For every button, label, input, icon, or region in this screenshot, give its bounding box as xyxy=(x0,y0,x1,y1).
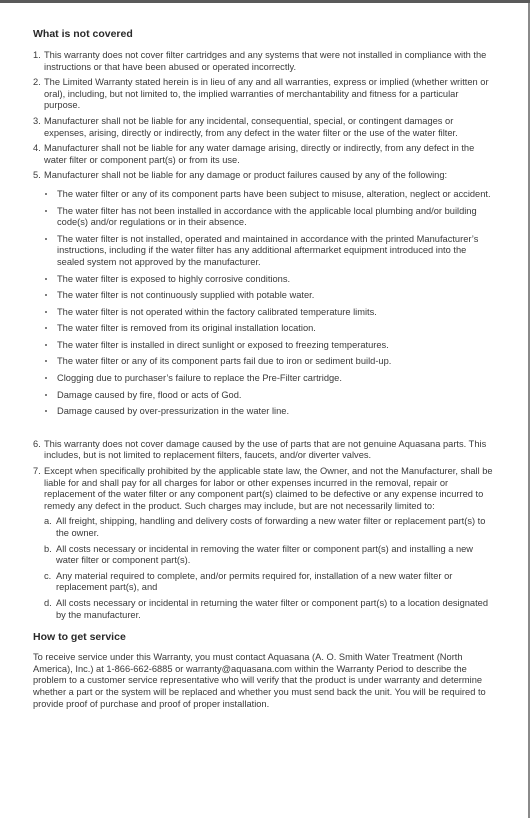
bullet-item: The water filter or any of its component parts fail due to iron or sediment build-up. xyxy=(44,356,495,368)
bullet-item: The water filter is removed from its original installation location. xyxy=(44,323,495,335)
bullet-dot-icon xyxy=(45,238,47,240)
list-item: 6. This warranty does not cover damage caused by the use of parts that are not genuine Aquasana parts. This includes, but is not limited to replacement filters, faucets, and/or diverter valves. xyxy=(33,438,487,461)
bullet-dot-icon xyxy=(45,410,47,412)
sub-list-item: a. All freight, shipping, handling and delivery costs of forwarding a new water filter or replacement part(s) to the owner. xyxy=(44,516,486,538)
sub-list-item: d. All costs necessary or incidental in returning the water filter or component part(s) to a location designated by the manufacturer. xyxy=(44,597,489,620)
service-paragraph: To receive service under this Warranty, you must contact Aquasana (A. O. Smith Water Treatment (North America), Inc.) at 1-866-662-6885 or warranty@aquasana.com within the Warranty Period to describe the problem to a customer service representative who will verify that the product is under warranty and determine whether a part or the system will be replaced and whether you must send back the unit. You will be required to provide proof of purchase and proof of proper installation. xyxy=(33,652,486,709)
bullet-dot-icon xyxy=(45,394,47,396)
bullet-dot-icon xyxy=(45,327,47,329)
sub-list-item: c. Any material required to complete, and/or permits required for, installation of a new water filter or replacement part(s), and xyxy=(44,570,453,593)
list-item: 3. Manufacturer shall not be liable for any incidental, consequential, special, or contingent damages or expenses, arising, directly or indirectly, from any defect in the water filter or the use of the water filter. xyxy=(33,115,458,138)
bullet-item: The water filter or any of its component parts have been subject to misuse, alteration, neglect or accident. xyxy=(44,189,495,201)
bullet-dot-icon xyxy=(45,360,47,362)
charges-sublist xyxy=(44,516,495,621)
bullet-item: The water filter has not been installed in accordance with the applicable local plumbing and/or building code(s) and/or regulations or in their absence. xyxy=(44,206,495,229)
warranty-document xyxy=(33,28,495,710)
bullet-dot-icon xyxy=(45,278,47,280)
exclusion-bullets xyxy=(44,189,495,418)
bullet-dot-icon xyxy=(45,377,47,379)
not-covered-list xyxy=(33,50,495,621)
bullet-item: Damage caused by over-pressurization in the water line. xyxy=(44,406,495,418)
bullet-item: The water filter is installed in direct sunlight or exposed to freezing temperatures. xyxy=(44,340,495,352)
bullet-item: The water filter is not continuously supplied with potable water. xyxy=(44,290,495,302)
bullet-dot-icon xyxy=(45,210,47,212)
spacer xyxy=(44,423,495,435)
bullet-item: Clogging due to purchaser’s failure to replace the Pre-Filter cartridge. xyxy=(44,373,495,385)
list-item: 4. Manufacturer shall not be liable for any water damage arising, directly or indirectly, from any defect in the water filter or component part(s) or from its use. xyxy=(33,143,475,165)
bullet-item: The water filter is exposed to highly corrosive conditions. xyxy=(44,274,495,286)
bullet-item: The water filter is not operated within the factory calibrated temperature limits. xyxy=(44,307,495,319)
service-heading: How to get service xyxy=(33,631,126,644)
bullet-item: Damage caused by fire, flood or acts of God. xyxy=(44,390,495,402)
bullet-item: The water filter is not installed, operated and maintained in accordance with the printed Manufacturer’s instructions, including if the water filter has any additional aftermarket equipment introduced into the sealed system not approved by the manufacturer. xyxy=(44,234,495,269)
list-item: 5. Manufacturer shall not be liable for any damage or product failures caused by any of the following: The water filter or any of its component parts have been subject to misuse, alteration, neglect or accident. The water filter has not been installed in accordance with the applicable local plumbing and/or building code(s) and/or regulations or in their absence. The water filter is not installed, operated and maintained in accordance with the printed Manufacturer’s instructions, including if the water filter has any additional aftermarket equipment introduced into the sealed system not approved by the manufacturer. The water filter is exposed to highly corrosive conditions. The water filter is not continuously supplied with potable water. The water filter is not operated within the factory calibrated temperature limits. The water filter is removed from its original installation location. The water filter is installed in direct sunlight or exposed to freezing temperatures. The water filter or any of its component parts fail due to iron or sediment build-up. Clogging due to purchaser’s failure to replace the Pre-Filter cartridge. Damage caused by fire, flood or acts of God. Damage caused by over-pressurization in the water line. xyxy=(33,170,495,435)
bullet-dot-icon xyxy=(45,311,47,313)
list-item: 2. The Limited Warranty stated herein is in lieu of any and all warranties, express or implied (whether written or oral), including, but not limited to, the implied warranties of merchantability and fitness for a particular purpose. xyxy=(33,77,489,111)
sub-list-item: b. All costs necessary or incidental in removing the water filter or component part(s) and installing a new water filter or component part(s). xyxy=(44,543,474,566)
not-covered-heading: What is not covered xyxy=(33,28,133,40)
list-item: 7. Except when specifically prohibited by the applicable state law, the Owner, and not the Manufacturer, shall be liable for and shall pay for all charges for labor or other expenses incurred in the removal, repair or replacement of the water filter or any component part(s) claimed to be defective or any expense incurred to remedy any defect in the product. Such charges may include, but are not necessarily limited to: a. All freight, shipping, handling and delivery costs of forwarding a new water filter or replacement part(s) to the owner. b. All costs necessary or incidental in removing the water filter or component part(s) and installing a new water filter or component part(s). c. Any material required to complete, and/or permits required for, installation of a new water filter or replacement part(s), and d. All costs necessary or incidental in returning the water filter or component part(s) to a location designated by the manufacturer. xyxy=(33,466,495,621)
bullet-dot-icon xyxy=(45,294,47,296)
bullet-dot-icon xyxy=(45,344,47,346)
bullet-dot-icon xyxy=(45,193,47,195)
list-item: 1. This warranty does not cover filter cartridges and any systems that were not installed in compliance with the instructions or that have been abused or operated incorrectly. xyxy=(33,50,487,72)
